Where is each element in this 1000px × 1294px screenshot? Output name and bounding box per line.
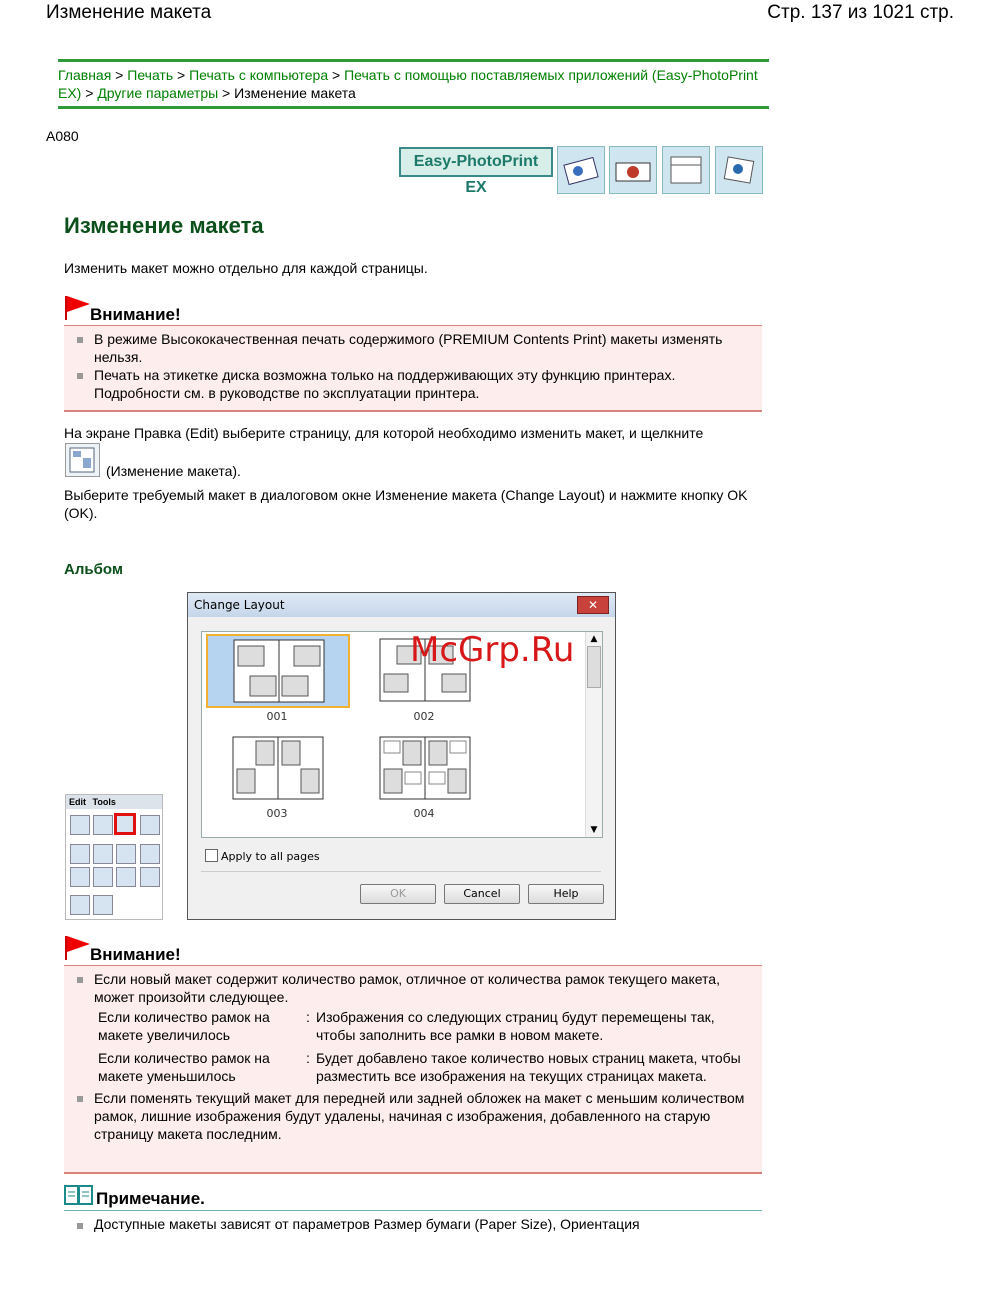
caution-heading: Внимание!	[90, 305, 181, 324]
breadcrumb-link-bundled-apps[interactable]: Печать с помощью поставляемых приложений (Easy-PhotoPrint EX)	[58, 67, 758, 101]
caution-flag-icon	[64, 936, 90, 960]
caution-heading: Внимание!	[90, 945, 181, 964]
breadcrumb-link-other-settings[interactable]: Другие параметры	[97, 85, 219, 101]
caution-box	[64, 965, 762, 1174]
caution-item-text: Если новый макет содержит количество рамок, отличное от количества рамок текущего макета, может произойти следующее.	[94, 971, 720, 1005]
add-text-tool-icon[interactable]	[70, 895, 90, 915]
calendar-thumbnail-icon	[662, 146, 710, 194]
intro-text: Изменить макет можно отдельно для каждой страницы.	[64, 260, 428, 276]
checkbox-box[interactable]	[205, 849, 218, 862]
album-thumbnail-icon	[557, 146, 605, 194]
change-background-tool-icon[interactable]	[140, 815, 160, 835]
easy-photoprint-logo: Easy-PhotoPrint EX	[399, 147, 553, 177]
help-button[interactable]: Help	[528, 884, 604, 904]
breadcrumb-link-home[interactable]: Главная	[58, 67, 112, 83]
note-item: Доступные макеты зависят от параметров Размер бумаги (Paper Size), Ориентация	[64, 1216, 762, 1232]
scroll-thumb[interactable]	[587, 646, 601, 688]
note-heading: Примечание.	[96, 1189, 205, 1208]
caution-item	[64, 970, 762, 1006]
ok-button[interactable]: OK	[360, 884, 436, 904]
rotate-left-tool-icon[interactable]	[70, 815, 90, 835]
note-rule	[64, 1210, 762, 1211]
cancel-button[interactable]: Cancel	[444, 884, 520, 904]
layout-label: 003	[266, 807, 288, 820]
breadcrumb-bottom-rule	[58, 106, 769, 109]
breadcrumb-link-print-from-computer[interactable]: Печать с компьютера	[189, 67, 329, 83]
breadcrumb: Главная > Печать > Печать с компьютера > Печать с помощью поставляемых приложений (Easy-PhotoPrint EX) > Другие параметры > Изменение макета	[58, 67, 758, 101]
sticker-thumbnail-icon	[715, 146, 763, 194]
insert-image-tool-icon[interactable]	[70, 867, 90, 887]
dialog-separator	[201, 871, 601, 872]
condition-row	[64, 1008, 762, 1044]
caution-item: Печать на этикетке диска возможна только на поддерживающих эту функцию принтерах. Подробности см. в руководстве по эксплуатации принтера.	[64, 366, 762, 402]
condition-case: Если количество рамок на макете уменьшилось	[98, 1050, 270, 1084]
breadcrumb-top-rule	[58, 59, 769, 62]
watermark: McGrp.Ru	[410, 630, 575, 670]
instruction-text-2: Выберите требуемый макет в диалоговом окне Изменение макета (Change Layout) и нажмите кнопку OK (OK).	[64, 487, 748, 521]
caution-item: В режиме Высококачественная печать содержимого (PREMIUM Contents Print) макеты изменять нельзя.	[64, 330, 762, 366]
change-layout-tool-icon[interactable]	[114, 813, 136, 835]
page-header-title: Изменение макета	[46, 2, 212, 23]
condition-separator: :	[306, 1009, 310, 1025]
background-tool-icon[interactable]	[140, 844, 160, 864]
condition-row	[64, 1049, 762, 1085]
image-tool-icon[interactable]	[70, 844, 90, 864]
breadcrumb-current: Изменение макета	[234, 85, 356, 101]
condition-case: Если количество рамок на макете увеличилось	[98, 1009, 270, 1043]
caution-flag-icon	[64, 296, 90, 320]
dialog-title: Change Layout	[194, 598, 285, 612]
change-layout-icon	[65, 443, 100, 477]
instruction-text-1-end: (Изменение макета).	[106, 463, 241, 479]
layout-option-003[interactable]	[232, 736, 322, 798]
section-heading-album: Альбом	[64, 561, 123, 578]
layout-list-scrollbar[interactable]	[585, 632, 602, 837]
layout-label: 001	[266, 710, 288, 723]
edit-tools-palette	[65, 794, 163, 920]
close-icon[interactable]: ✕	[577, 596, 609, 614]
breadcrumb-link-print[interactable]: Печать	[127, 67, 174, 83]
tools-menu-bar	[66, 795, 162, 809]
layout-option-004[interactable]	[379, 736, 469, 798]
instruction-text-1: На экране Правка (Edit) выберите страницу, для которой необходимо изменить макет, и щелкните	[64, 425, 704, 441]
correct-tool-icon[interactable]	[116, 867, 136, 887]
photo-print-thumbnail-icon	[609, 146, 657, 194]
apply-all-checkbox[interactable]	[205, 849, 320, 863]
menu-tools[interactable]: Tools	[92, 797, 116, 807]
caution-box	[64, 325, 762, 412]
note-book-icon	[64, 1184, 94, 1206]
dialog-title-bar	[188, 593, 615, 617]
scroll-down-icon[interactable]: ▼	[590, 825, 598, 835]
vertical-text-tool-icon[interactable]	[93, 895, 113, 915]
apply-all-label: Apply to all pages	[221, 850, 320, 863]
rotate-right-tool-icon[interactable]	[93, 815, 113, 835]
condition-result: Изображения со следующих страниц будут перемещены так, чтобы заполнить все рамки в новом макете.	[316, 1009, 715, 1043]
frame-tool-icon[interactable]	[93, 844, 113, 864]
layout-label: 002	[413, 710, 435, 723]
page-counter: Стр. 137 из 1021 стр.	[767, 2, 954, 23]
edit-image-tool-icon[interactable]	[116, 844, 136, 864]
layout-option-001[interactable]	[206, 634, 350, 708]
condition-result: Будет добавлено такое количество новых страниц макета, чтобы разместить все изображения на текущих страницах макета.	[316, 1050, 741, 1084]
cropping-tool-icon[interactable]	[93, 867, 113, 887]
note-box	[64, 1214, 762, 1238]
layout-label: 004	[413, 807, 435, 820]
document-id: A080	[46, 128, 79, 144]
caution-item: Если поменять текущий макет для передней или задней обложек на макет с меньшим количеством рамок, лишние изображения будут удалены, начиная с изображения, добавленного на старую страницу макета последним.	[64, 1089, 762, 1143]
enhance-tool-icon[interactable]	[140, 867, 160, 887]
page-title: Изменение макета	[64, 213, 264, 238]
condition-separator: :	[306, 1050, 310, 1066]
menu-edit[interactable]: Edit	[69, 797, 86, 807]
scroll-up-icon[interactable]: ▲	[590, 634, 598, 644]
